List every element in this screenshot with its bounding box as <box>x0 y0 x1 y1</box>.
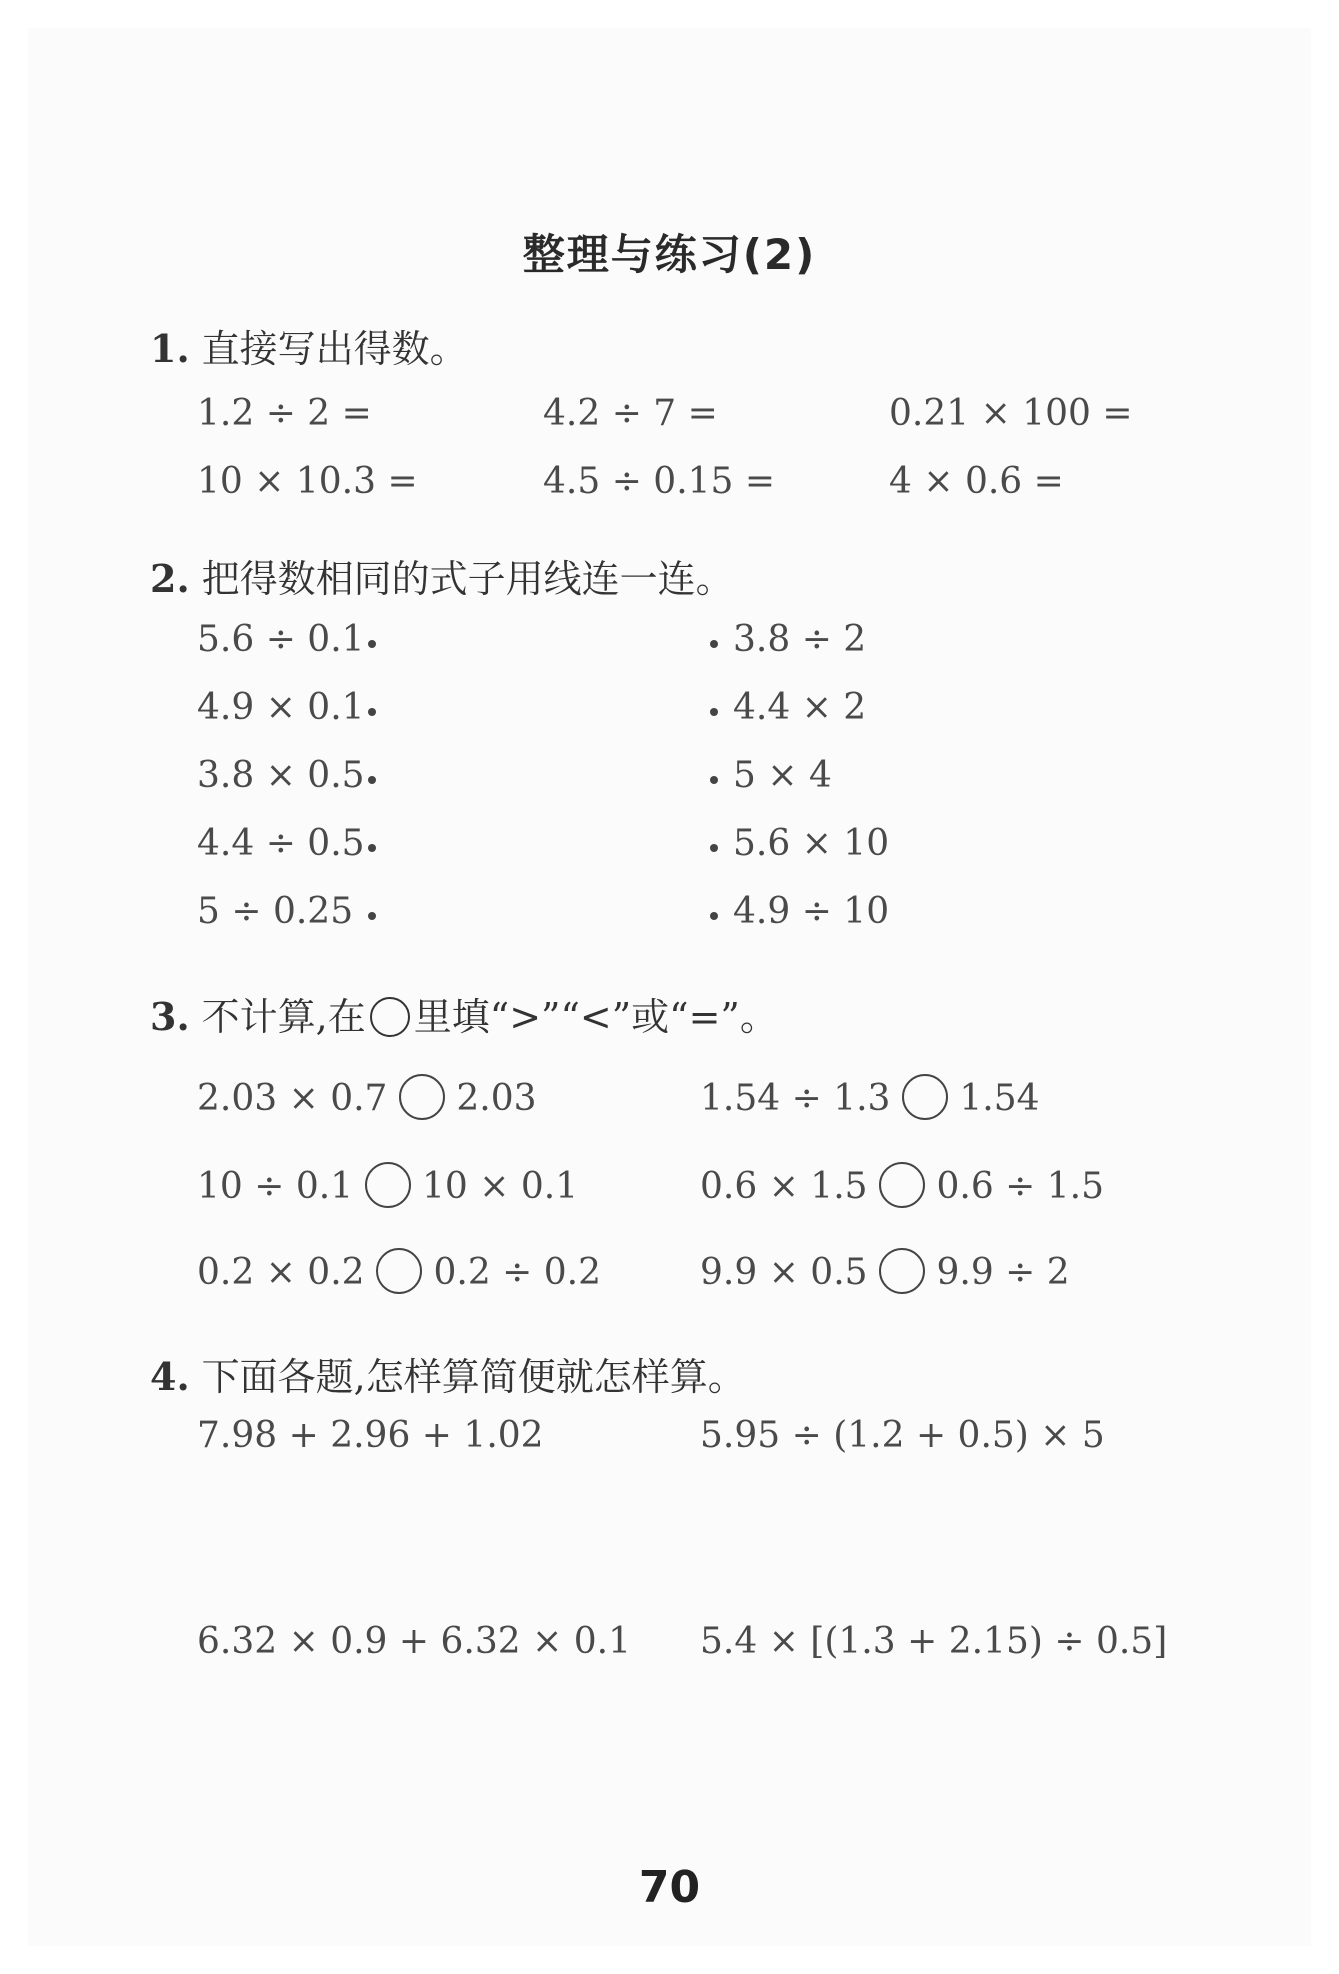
q2-left-dot[interactable] <box>368 912 376 920</box>
q3-left-expression: 9.9 × 0.5 <box>700 1252 868 1293</box>
answer-circle[interactable] <box>365 1162 411 1208</box>
question-1-number: 1. <box>150 326 190 371</box>
question-2-heading <box>150 548 734 603</box>
q3-left-expression: 0.6 × 1.5 <box>700 1166 868 1207</box>
question-3-number: 3. <box>150 994 190 1039</box>
q2-right-dot[interactable] <box>710 708 718 716</box>
question-3-heading <box>150 986 778 1041</box>
question-4-number: 4. <box>150 1354 190 1399</box>
q3-comparison <box>700 1078 1040 1124</box>
q1-item: 10 × 10.3 = <box>197 461 418 502</box>
q1-item: 4.2 ÷ 7 = <box>543 393 718 434</box>
answer-circle[interactable] <box>902 1074 948 1120</box>
answer-circle[interactable] <box>376 1248 422 1294</box>
q2-left-item: 4.9 × 0.1 <box>197 687 365 728</box>
q2-right-item: 3.8 ÷ 2 <box>733 619 867 660</box>
q3-right-expression: 0.2 ÷ 0.2 <box>433 1252 602 1293</box>
q3-left-expression: 10 ÷ 0.1 <box>197 1166 354 1207</box>
question-4-prompt: 下面各题,怎样算简便就怎样算。 <box>201 1355 746 1399</box>
q2-right-item: 5 × 4 <box>733 755 832 796</box>
q4-item: 5.4 × [(1.3 + 2.15) ÷ 0.5] <box>700 1621 1168 1662</box>
q1-item: 1.2 ÷ 2 = <box>197 393 372 434</box>
question-3-prompt-start: 不计算,在 <box>201 995 366 1039</box>
q3-right-expression: 10 × 0.1 <box>422 1166 579 1207</box>
question-2-prompt: 把得数相同的式子用线连一连。 <box>201 557 734 601</box>
q3-comparison <box>197 1078 537 1124</box>
q1-item: 4 × 0.6 = <box>889 461 1064 502</box>
q2-left-dot[interactable] <box>368 776 376 784</box>
answer-circle[interactable] <box>879 1248 925 1294</box>
q2-right-dot[interactable] <box>710 776 718 784</box>
q2-left-dot[interactable] <box>368 708 376 716</box>
q2-left-dot[interactable] <box>368 844 376 852</box>
q2-right-item: 4.4 × 2 <box>733 687 867 728</box>
q2-right-dot[interactable] <box>710 640 718 648</box>
q3-comparison <box>197 1252 601 1298</box>
q2-left-item: 3.8 × 0.5 <box>197 755 365 796</box>
question-4-heading <box>150 1346 746 1401</box>
q3-comparison <box>700 1252 1070 1298</box>
question-1-prompt: 直接写出得数。 <box>201 327 468 371</box>
q3-right-expression: 2.03 <box>456 1078 537 1119</box>
q2-left-item: 4.4 ÷ 0.5 <box>197 823 365 864</box>
answer-circle[interactable] <box>399 1074 445 1120</box>
q3-left-expression: 2.03 × 0.7 <box>197 1078 388 1119</box>
circle-icon <box>370 997 410 1037</box>
q3-right-expression: 0.6 ÷ 1.5 <box>936 1166 1105 1207</box>
q3-right-expression: 1.54 <box>959 1078 1040 1119</box>
question-1-heading <box>150 318 468 373</box>
q2-left-dot[interactable] <box>368 640 376 648</box>
q2-right-item: 5.6 × 10 <box>733 823 890 864</box>
q3-left-expression: 1.54 ÷ 1.3 <box>700 1078 891 1119</box>
q3-comparison <box>197 1166 578 1212</box>
question-2-number: 2. <box>150 556 190 601</box>
q3-comparison <box>700 1166 1104 1212</box>
q1-item: 0.21 × 100 = <box>889 393 1133 434</box>
q4-item: 7.98 + 2.96 + 1.02 <box>197 1415 544 1456</box>
q2-right-item: 4.9 ÷ 10 <box>733 891 890 932</box>
question-3-prompt-end: 里填“>”“<”或“=”。 <box>413 995 778 1039</box>
q3-left-expression: 0.2 × 0.2 <box>197 1252 365 1293</box>
page-number: 70 <box>638 1862 701 1913</box>
page-title: 整理与练习(2) <box>522 230 817 279</box>
q3-right-expression: 9.9 ÷ 2 <box>936 1252 1070 1293</box>
q2-left-item: 5 ÷ 0.25 <box>197 891 354 932</box>
q2-right-dot[interactable] <box>710 844 718 852</box>
q2-left-item: 5.6 ÷ 0.1 <box>197 619 365 660</box>
q2-right-dot[interactable] <box>710 912 718 920</box>
q4-item: 6.32 × 0.9 + 6.32 × 0.1 <box>197 1621 631 1662</box>
q4-item: 5.95 ÷ (1.2 + 0.5) × 5 <box>700 1415 1105 1456</box>
q1-item: 4.5 ÷ 0.15 = <box>543 461 776 502</box>
answer-circle[interactable] <box>879 1162 925 1208</box>
